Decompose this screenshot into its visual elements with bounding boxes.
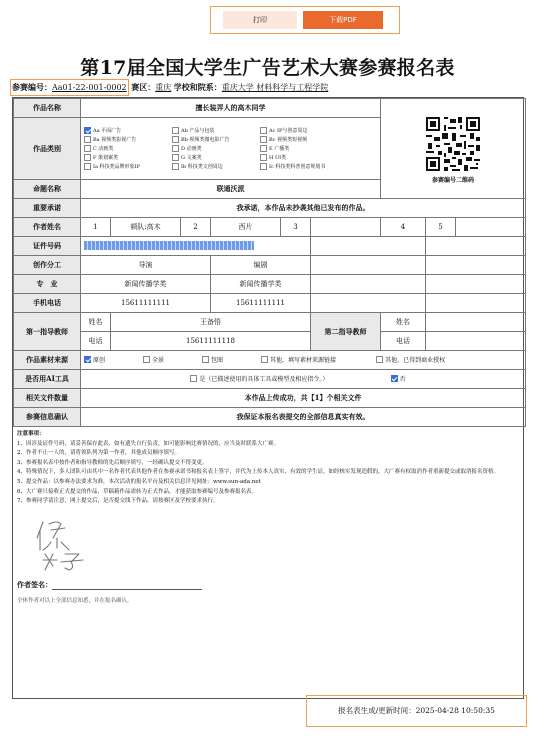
registration-form <box>12 97 524 699</box>
major-label: 专 业 <box>14 275 81 294</box>
print-button[interactable]: 打印 <box>223 11 297 29</box>
empty-cell <box>311 237 426 256</box>
source-option-text: 全景 <box>152 357 165 364</box>
generated-time-value: 2025-04-28 10:50:35 <box>415 706 495 715</box>
major-value: 新闻传播学类 <box>211 275 311 294</box>
advisor1-phone: 15611111118 <box>111 332 311 351</box>
id-label: 证件号码 <box>14 237 81 256</box>
notes-title: 注意事项： <box>17 431 45 437</box>
note-item: 6、大广赛只接收正式提交的作品，草稿箱作品需转为正式作品，才能获取参赛编号及参赛报名表。 <box>17 488 258 495</box>
category-option[interactable] <box>84 136 146 143</box>
note-item: 3、参赛报名表中按作者和指导教师的先后顺序填写，一经确认提交不得变更。 <box>17 459 208 466</box>
author-signature-label: 作者签名： <box>17 579 52 589</box>
source-checkbox[interactable] <box>143 356 150 363</box>
category-checkbox[interactable] <box>172 136 179 143</box>
category-option[interactable] <box>172 145 234 152</box>
phone-value: 15611111111 <box>81 294 211 313</box>
source-label: 作品素材来源 <box>14 351 81 370</box>
topic-label: 命题名称 <box>14 180 81 199</box>
category-checkbox[interactable] <box>172 127 179 134</box>
note-item: 4、特殊情况下，多人团队可由其中一名作者代表其他作者在参赛承诺书和报名表上签字，并代为上传本人真实、有效的学生证，如经核实发现造假的，大广赛有权取消作者重新提交或取消报名资格。 <box>17 469 500 476</box>
source-option[interactable] <box>376 355 445 364</box>
qr-code-icon <box>424 115 482 173</box>
role-label: 创作分工 <box>14 256 81 275</box>
files-label: 相关文件数量 <box>14 389 81 408</box>
phone-label: 手机电话 <box>14 294 81 313</box>
category-checkbox[interactable] <box>172 145 179 152</box>
qr-cell <box>381 99 526 199</box>
download-pdf-button[interactable]: 下载PDF <box>303 11 383 29</box>
toolbar <box>210 6 400 34</box>
source-checkbox[interactable] <box>84 356 91 363</box>
empty-cell <box>426 237 526 256</box>
confirm-label: 参赛信息确认 <box>14 408 81 427</box>
category-option-text: Bb 视频类微电影广告 <box>181 137 230 143</box>
category-option[interactable] <box>260 127 332 134</box>
empty-cell <box>311 294 426 313</box>
promise-label: 重要承诺 <box>14 199 81 218</box>
source-checkbox[interactable] <box>202 356 209 363</box>
author-name: 顿队:高木 <box>111 218 181 237</box>
category-option[interactable] <box>172 163 234 170</box>
confirm-value: 我保证本报名表提交的全部信息真实有效。 <box>81 408 526 427</box>
source-option[interactable] <box>261 355 336 364</box>
major-value: 新闻传播学类 <box>81 275 211 294</box>
source-option-text: 其他，已得到商业授权 <box>385 357 446 364</box>
category-option-text: Ia 科技类品牌形象IP <box>93 164 140 170</box>
note-item: 1、因涉及证件号码，请妥善保存此表，如有遗失自行负责，如可能影响比赛情况的，应当及时联系大广赛。 <box>17 440 280 447</box>
source-checkbox[interactable] <box>376 356 383 363</box>
author-name <box>456 218 526 237</box>
author-no: 4 <box>381 218 426 237</box>
work-name-value: 擅长装弄人的高木同学 <box>81 99 381 118</box>
category-option-text: Ib 科技类文创周边 <box>181 164 223 170</box>
qr-caption: 参赛编号二维码 <box>432 177 475 184</box>
notes-section <box>13 427 523 510</box>
category-checkbox[interactable] <box>260 127 267 134</box>
region-value: 重庆 <box>155 83 172 92</box>
school-value: 重庆大学 材料科学与工程学院 <box>221 83 329 92</box>
generated-time-box <box>306 695 527 727</box>
role-value: 编剧 <box>211 256 311 275</box>
advisor2-label: 第二指导教师 <box>311 313 381 351</box>
empty-cell <box>311 275 426 294</box>
category-option[interactable] <box>172 127 234 134</box>
phone-value: 15611111111 <box>211 294 311 313</box>
category-option[interactable] <box>84 127 146 134</box>
category-grid <box>84 124 377 173</box>
category-checkbox[interactable] <box>84 154 91 161</box>
meta-row <box>10 79 328 94</box>
topic-value: 联通沃派 <box>81 180 381 199</box>
source-option[interactable] <box>143 355 164 364</box>
advisor1-label: 第一指导教师 <box>14 313 81 351</box>
author-signature-line <box>52 582 202 590</box>
advisor2-phone <box>426 332 526 351</box>
empty-cell <box>311 256 426 275</box>
school-label: 学校和院系： <box>173 82 222 92</box>
category-checkbox[interactable] <box>84 127 91 134</box>
source-option-text: 原创 <box>93 357 106 364</box>
notes-list <box>17 440 519 507</box>
role-value: 导演 <box>81 256 211 275</box>
note-item: 5、提交作品：以参赛办法要求为准，本次活动的报名平台及相关信息详见网址：www.sun-ada.net <box>17 478 261 485</box>
category-option[interactable] <box>260 154 332 161</box>
files-value: 本作品上传成功，共【1】个相关文件 <box>81 389 526 408</box>
category-option[interactable] <box>84 154 146 161</box>
entry-code-label: 参赛编号： <box>12 82 52 92</box>
category-option-text: F 策划案类 <box>93 155 119 161</box>
author-no: 5 <box>426 218 456 237</box>
work-name-label: 作品名称 <box>14 99 81 118</box>
id-number-redacted <box>84 241 254 250</box>
note-item: 7、参赛同学请注意，网上提交后，是否提交线下作品，请按赛区及学校要求执行。 <box>17 498 219 505</box>
category-option-text: Ba 视频类影视广告 <box>93 137 137 143</box>
advisor-phone-label: 电话 <box>381 332 426 351</box>
category-checkbox[interactable] <box>172 163 179 170</box>
source-options <box>81 351 526 370</box>
category-checkbox[interactable] <box>84 163 91 170</box>
category-option[interactable] <box>260 163 332 170</box>
advisor-phone-label: 电话 <box>81 332 111 351</box>
category-option-text: Ic 科技类科普创意规划书 <box>269 164 326 170</box>
signature-area <box>13 510 523 606</box>
category-option[interactable] <box>84 145 146 152</box>
category-option[interactable] <box>172 154 234 161</box>
category-checkbox[interactable] <box>260 136 267 143</box>
ai-no-option[interactable] <box>391 374 406 383</box>
ai-yes-option[interactable] <box>190 374 328 383</box>
category-label: 作品类别 <box>14 118 81 180</box>
category-option-text: Bc 视频类短视频 <box>269 137 308 143</box>
author-no: 1 <box>81 218 111 237</box>
ai-label: 是否用AI工具 <box>14 370 81 389</box>
empty-cell <box>426 294 526 313</box>
source-option[interactable] <box>84 355 105 364</box>
ai-yes-checkbox[interactable] <box>190 375 197 382</box>
advisor-name-label: 姓名 <box>381 313 426 332</box>
author-no: 3 <box>281 218 311 237</box>
empty-cell <box>426 256 526 275</box>
category-option-text: Ab 产品与包装 <box>181 128 215 134</box>
category-option-text: G 文案类 <box>181 155 202 161</box>
category-option-text: Aa 平面广告 <box>93 128 122 134</box>
category-checkbox[interactable] <box>260 154 267 161</box>
ai-no-checkbox[interactable] <box>391 375 398 382</box>
id-number-cell <box>81 237 311 256</box>
source-option-text: 包图 <box>211 357 224 364</box>
author-name <box>311 218 381 237</box>
authors-label: 作者姓名 <box>14 218 81 237</box>
source-option[interactable] <box>202 355 223 364</box>
handwritten-signature-icon <box>31 516 101 574</box>
author-name: 西片 <box>211 218 281 237</box>
category-option-text: D 动画类 <box>181 146 202 152</box>
source-checkbox[interactable] <box>261 356 268 363</box>
author-signature-row <box>17 580 202 590</box>
category-checkbox[interactable] <box>84 145 91 152</box>
author-no: 2 <box>181 218 211 237</box>
category-checkbox[interactable] <box>260 145 267 152</box>
note-item: 2、作者不止一人的，请将领队列为第一作者，其他成员顺序填写。 <box>17 450 181 457</box>
category-option[interactable] <box>84 163 146 170</box>
category-option-text: H UI类 <box>269 155 287 161</box>
category-checkbox[interactable] <box>84 136 91 143</box>
advisor1-name: 王备悟 <box>111 313 311 332</box>
ai-options <box>81 370 526 389</box>
generated-time-label: 报名表生成/更新时间： <box>338 706 416 715</box>
category-option-text: Ac IP与创意周边 <box>269 128 308 134</box>
category-option-text: C 动画类 <box>93 146 114 152</box>
source-option-text: 其他，填写素材来源链接 <box>270 357 337 364</box>
entry-code-value: Aa01-22-001-0002 <box>52 83 127 92</box>
ai-no-text: 否 <box>399 376 406 383</box>
region-label: 赛区： <box>131 82 156 92</box>
category-option[interactable] <box>260 136 332 143</box>
category-option-text: E 广播类 <box>269 146 290 152</box>
category-option[interactable] <box>172 136 234 143</box>
advisor2-name <box>426 313 526 332</box>
advisor-name-label: 姓名 <box>81 313 111 332</box>
signature-footnote: 全体作者对以上全部信息知悉，并在报名确认。 <box>17 597 133 604</box>
category-cell <box>81 118 381 180</box>
entry-code-box <box>10 79 129 96</box>
category-checkbox[interactable] <box>172 154 179 161</box>
promise-value: 我承诺，本作品未抄袭其他已发布的作品。 <box>81 199 526 218</box>
category-checkbox[interactable] <box>260 163 267 170</box>
empty-cell <box>426 275 526 294</box>
ai-yes-text: 是（已描述使用的具体工具或模型及相应指令。） <box>199 376 329 383</box>
page-title: 第17届全国大学生广告艺术大赛参赛报名表 <box>80 57 455 79</box>
category-option[interactable] <box>260 145 332 152</box>
